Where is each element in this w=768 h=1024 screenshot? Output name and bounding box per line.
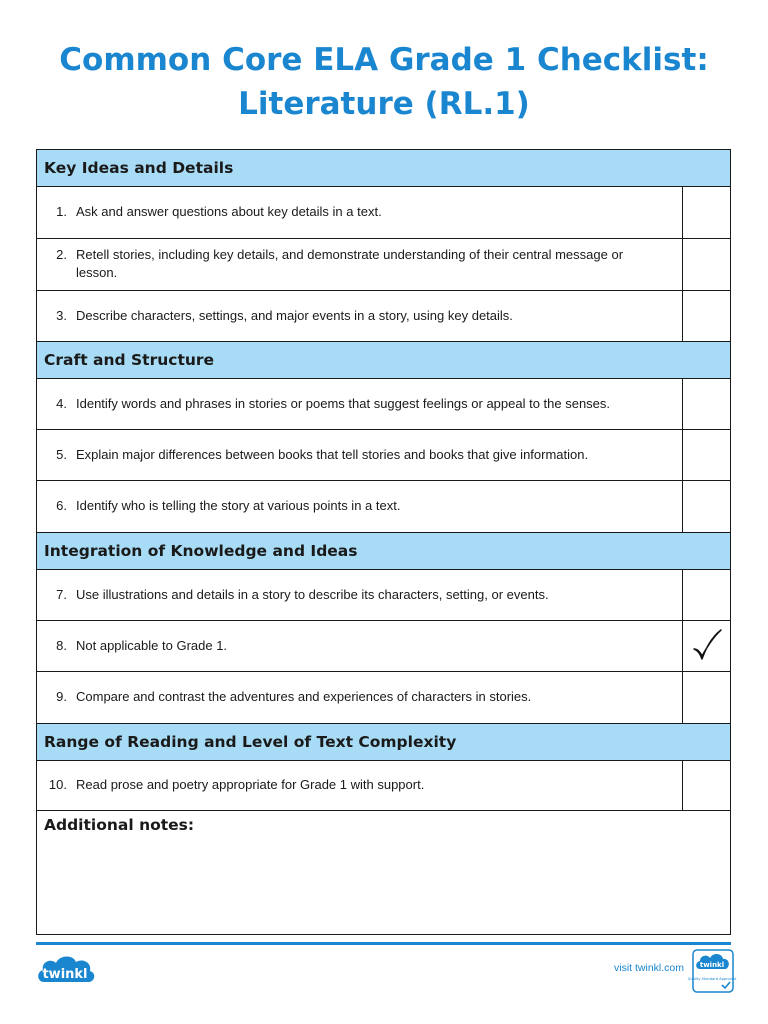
checkbox[interactable] bbox=[682, 187, 730, 238]
item-text: Compare and contrast the adventures and experiences of characters in stories. bbox=[76, 689, 532, 704]
item-text: Use illustrations and details in a story to describe its characters, setting, or events. bbox=[76, 587, 549, 602]
check-mark-icon bbox=[691, 628, 723, 664]
page-title-line-2: Literature (RL.1) bbox=[238, 86, 530, 122]
item-text: Ask and answer questions about key details in a text. bbox=[76, 204, 382, 219]
checklist-row bbox=[37, 187, 730, 239]
checkbox[interactable] bbox=[682, 672, 730, 723]
twinkl-logo-text: twinkl bbox=[42, 967, 88, 982]
page-title bbox=[0, 38, 768, 126]
checkbox[interactable] bbox=[682, 379, 730, 429]
checklist-row bbox=[37, 672, 730, 724]
item-number: 8. bbox=[56, 638, 67, 653]
checklist-table bbox=[36, 149, 731, 935]
additional-notes-label: Additional notes: bbox=[44, 816, 195, 834]
section-heading-craft-structure: Craft and Structure bbox=[37, 342, 730, 379]
checklist-row bbox=[37, 291, 730, 342]
checklist-row bbox=[37, 430, 730, 481]
checkbox[interactable] bbox=[682, 481, 730, 532]
checkbox[interactable] bbox=[682, 291, 730, 341]
item-number: 9. bbox=[56, 689, 67, 704]
checkbox[interactable] bbox=[682, 430, 730, 480]
item-text: Explain major differences between books that tell stories and books that give information. bbox=[76, 447, 589, 462]
item-text: Identify words and phrases in stories or poems that suggest feelings or appeal to the senses. bbox=[76, 396, 611, 411]
checklist-row bbox=[37, 761, 730, 811]
checklist-row bbox=[37, 481, 730, 533]
checklist-row bbox=[37, 570, 730, 621]
item-text: Identify who is telling the story at various points in a text. bbox=[76, 498, 401, 513]
item-text: Describe characters, settings, and major events in a story, using key details. bbox=[76, 308, 513, 323]
item-number: 6. bbox=[56, 498, 67, 513]
checklist-row bbox=[37, 379, 730, 430]
badge-caption: Quality Standard Approved bbox=[687, 977, 737, 981]
badge-logo-text: twinkl bbox=[699, 961, 725, 969]
item-number: 10. bbox=[48, 777, 67, 792]
item-text: Retell stories, including key details, and demonstrate understanding of their central message or lesson. bbox=[76, 247, 624, 280]
item-number: 5. bbox=[56, 447, 67, 462]
checkbox-checked[interactable] bbox=[682, 621, 730, 671]
checkbox[interactable] bbox=[682, 570, 730, 620]
visit-twinkl-link[interactable]: visit twinkl.com bbox=[613, 962, 684, 974]
item-number: 3. bbox=[56, 308, 67, 323]
twinkl-logo bbox=[35, 950, 97, 990]
section-heading-integration: Integration of Knowledge and Ideas bbox=[37, 533, 730, 570]
item-number: 2. bbox=[56, 247, 67, 262]
quality-standard-badge bbox=[687, 949, 737, 993]
item-text: Not applicable to Grade 1. bbox=[76, 638, 228, 653]
checklist-row bbox=[37, 621, 730, 672]
item-number: 4. bbox=[56, 396, 67, 411]
section-heading-range-of-reading: Range of Reading and Level of Text Complexity bbox=[37, 724, 730, 761]
item-number: 1. bbox=[56, 204, 67, 219]
checkbox[interactable] bbox=[682, 239, 730, 290]
item-text: Read prose and poetry appropriate for Grade 1 with support. bbox=[76, 777, 425, 792]
page-title-line-1: Common Core ELA Grade 1 Checklist: bbox=[59, 42, 709, 78]
item-number: 7. bbox=[56, 587, 67, 602]
footer-rule bbox=[36, 942, 731, 945]
checklist-row bbox=[37, 239, 730, 291]
section-heading-key-ideas: Key Ideas and Details bbox=[37, 150, 730, 187]
checkbox[interactable] bbox=[682, 761, 730, 810]
